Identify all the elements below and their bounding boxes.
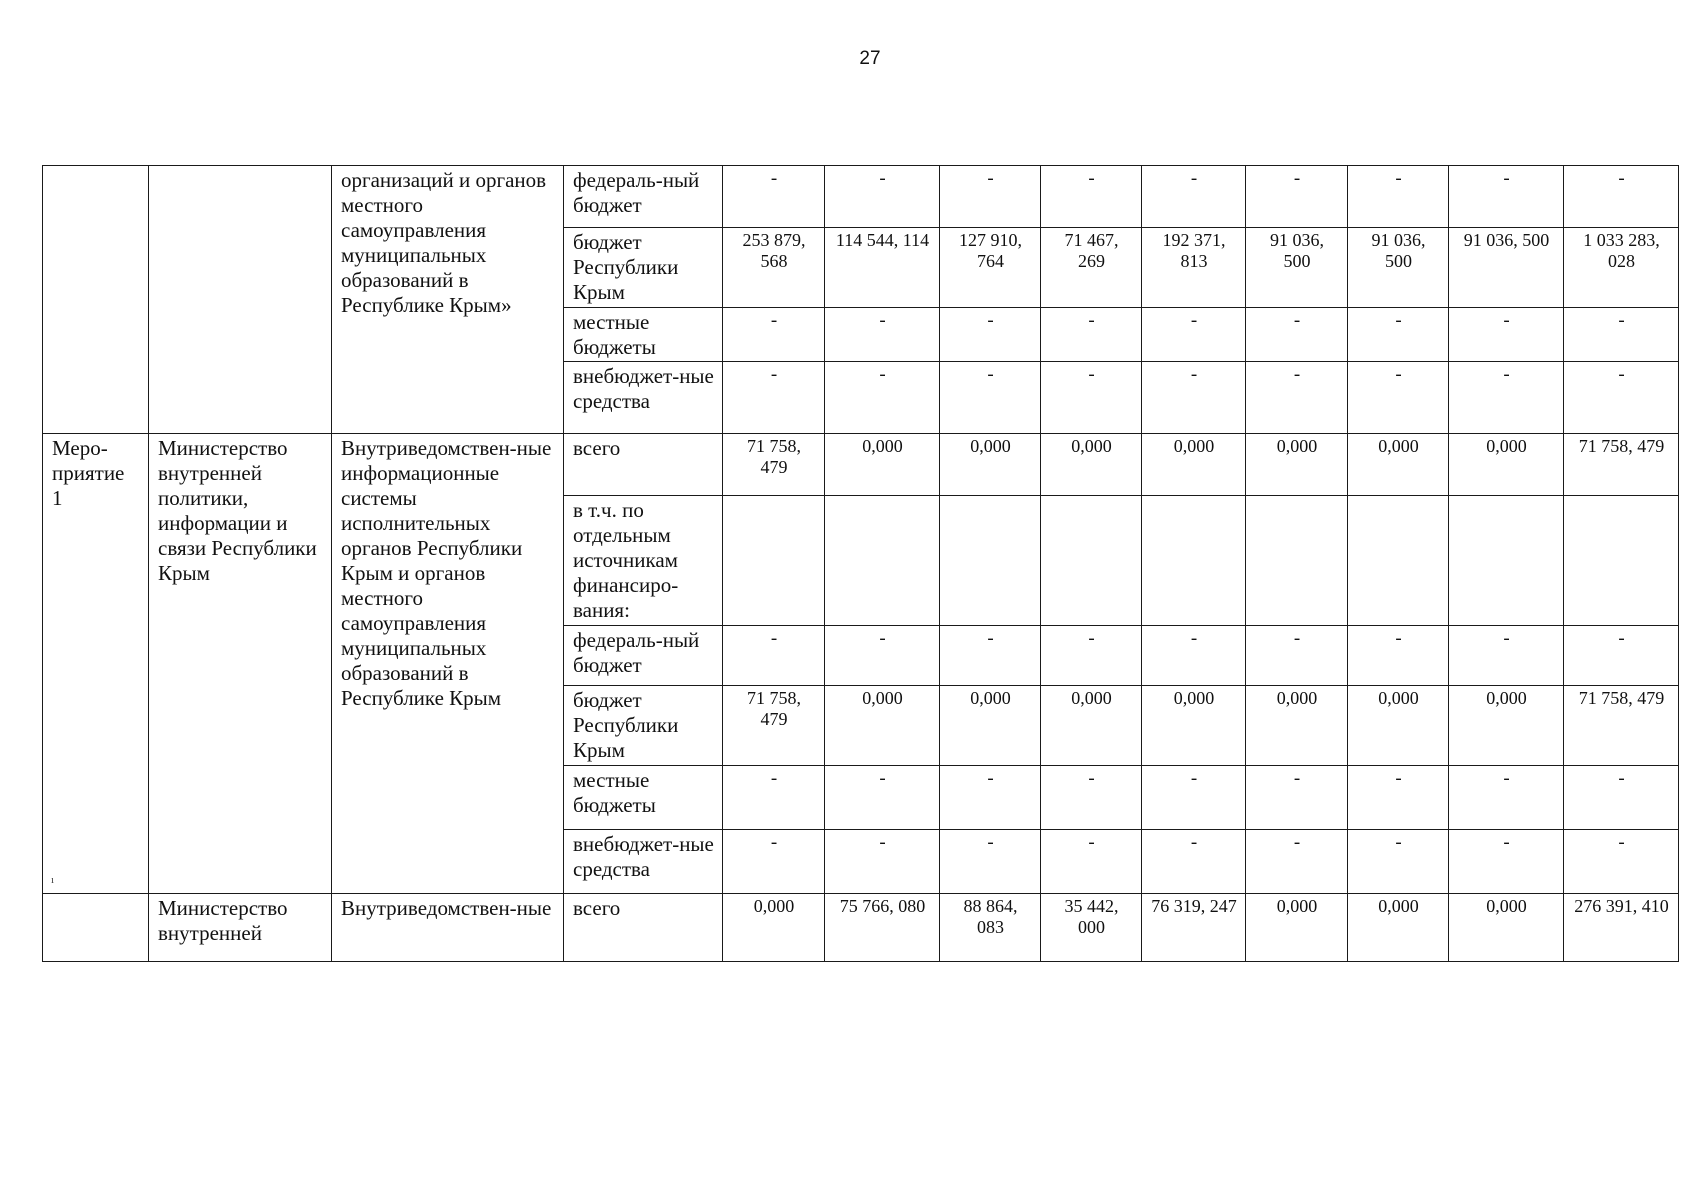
funding-source-cell: внебюджет-ные средства xyxy=(564,362,723,434)
value-cell: 88 864, 083 xyxy=(940,894,1041,962)
value-cell: 0,000 xyxy=(1449,894,1564,962)
value-cell: - xyxy=(825,166,940,228)
value-cell: - xyxy=(825,308,940,362)
value-cell: - xyxy=(940,308,1041,362)
program-name-cell: Внутриведомствен-ные информационные системы исполнительных органов Республики Крым и органов местного самоуправления муниципальных образований в Республике Крым xyxy=(332,434,564,894)
executor-cell xyxy=(149,166,332,434)
table-row xyxy=(43,434,1679,496)
funding-source-cell: местные бюджеты xyxy=(564,766,723,830)
value-cell: - xyxy=(1449,362,1564,434)
measure-cell xyxy=(43,894,149,962)
value-cell: 91 036, 500 xyxy=(1449,228,1564,308)
value-cell: 0,000 xyxy=(1246,894,1348,962)
program-name-cell: организаций и органов местного самоуправления муниципальных образований в Республике Крым» xyxy=(332,166,564,434)
value-cell: 127 910, 764 xyxy=(940,228,1041,308)
stray-mark: ı xyxy=(51,874,55,886)
measure-cell xyxy=(43,166,149,434)
value-cell: - xyxy=(940,362,1041,434)
value-cell: - xyxy=(1449,830,1564,894)
value-cell: - xyxy=(1041,766,1142,830)
value-cell: - xyxy=(825,830,940,894)
value-cell: - xyxy=(1246,362,1348,434)
funding-source-cell: внебюджет-ные средства xyxy=(564,830,723,894)
value-cell: 0,000 xyxy=(1246,434,1348,496)
executor-cell: Министерство внутренней xyxy=(149,894,332,962)
value-cell: 71 758, 479 xyxy=(723,434,825,496)
value-cell: 0,000 xyxy=(1348,686,1449,766)
funding-source-cell: в т.ч. по отдельным источникам финансиро-вания: xyxy=(564,496,723,626)
value-cell: 192 371, 813 xyxy=(1142,228,1246,308)
value-cell: - xyxy=(723,166,825,228)
value-cell: - xyxy=(723,626,825,686)
funding-source-cell: бюджет Республики Крым xyxy=(564,686,723,766)
program-name-cell: Внутриведомствен-ные xyxy=(332,894,564,962)
value-cell: - xyxy=(1246,766,1348,830)
value-cell: 75 766, 080 xyxy=(825,894,940,962)
funding-source-cell: федераль-ный бюджет xyxy=(564,626,723,686)
value-cell: - xyxy=(1142,166,1246,228)
value-cell xyxy=(1142,496,1246,626)
value-cell: 91 036, 500 xyxy=(1246,228,1348,308)
value-cell: 0,000 xyxy=(1041,434,1142,496)
value-cell: 76 319, 247 xyxy=(1142,894,1246,962)
value-cell: 0,000 xyxy=(1142,434,1246,496)
value-cell: 114 544, 114 xyxy=(825,228,940,308)
value-cell: - xyxy=(1348,166,1449,228)
measure-cell: Меро-приятие 1 xyxy=(43,434,149,894)
value-cell xyxy=(723,496,825,626)
funding-source-cell: местные бюджеты xyxy=(564,308,723,362)
value-cell: 276 391, 410 xyxy=(1564,894,1679,962)
table-body xyxy=(43,166,1679,962)
table-row xyxy=(43,166,1679,228)
value-cell: - xyxy=(1246,626,1348,686)
value-cell: 91 036, 500 xyxy=(1348,228,1449,308)
funding-source-cell: бюджет Республики Крым xyxy=(564,228,723,308)
value-cell: 0,000 xyxy=(1246,686,1348,766)
value-cell: - xyxy=(1041,626,1142,686)
value-cell: - xyxy=(1348,626,1449,686)
value-cell: - xyxy=(1348,766,1449,830)
value-cell: - xyxy=(1142,626,1246,686)
value-cell: - xyxy=(723,830,825,894)
value-cell: - xyxy=(1348,308,1449,362)
budget-table xyxy=(42,165,1679,962)
funding-source-cell: всего xyxy=(564,434,723,496)
value-cell: - xyxy=(940,830,1041,894)
value-cell: 0,000 xyxy=(1348,434,1449,496)
value-cell: 0,000 xyxy=(825,686,940,766)
value-cell: - xyxy=(1564,830,1679,894)
value-cell: 0,000 xyxy=(723,894,825,962)
value-cell: 0,000 xyxy=(1449,434,1564,496)
value-cell xyxy=(825,496,940,626)
value-cell: - xyxy=(1142,766,1246,830)
value-cell: - xyxy=(1142,830,1246,894)
value-cell: - xyxy=(1564,766,1679,830)
funding-source-cell: всего xyxy=(564,894,723,962)
value-cell: 71 758, 479 xyxy=(1564,686,1679,766)
funding-source-cell: федераль-ный бюджет xyxy=(564,166,723,228)
value-cell: - xyxy=(940,166,1041,228)
value-cell: - xyxy=(940,626,1041,686)
value-cell xyxy=(1348,496,1449,626)
value-cell: - xyxy=(1449,626,1564,686)
page-number: 27 xyxy=(859,48,881,69)
value-cell: 71 758, 479 xyxy=(723,686,825,766)
value-cell: - xyxy=(1041,166,1142,228)
value-cell: - xyxy=(1246,166,1348,228)
value-cell: - xyxy=(723,308,825,362)
value-cell: 0,000 xyxy=(940,686,1041,766)
value-cell: 0,000 xyxy=(825,434,940,496)
value-cell xyxy=(1564,496,1679,626)
value-cell: - xyxy=(1348,830,1449,894)
value-cell xyxy=(1246,496,1348,626)
value-cell: - xyxy=(1041,830,1142,894)
value-cell xyxy=(940,496,1041,626)
value-cell: 0,000 xyxy=(1449,686,1564,766)
value-cell: - xyxy=(723,362,825,434)
executor-cell: Министерство внутренней политики, информации и связи Республики Крым xyxy=(149,434,332,894)
value-cell: - xyxy=(1564,166,1679,228)
value-cell: - xyxy=(1449,166,1564,228)
value-cell: 1 033 283, 028 xyxy=(1564,228,1679,308)
value-cell: 0,000 xyxy=(1041,686,1142,766)
value-cell: - xyxy=(1449,766,1564,830)
value-cell: 0,000 xyxy=(1348,894,1449,962)
value-cell xyxy=(1041,496,1142,626)
value-cell: - xyxy=(1142,308,1246,362)
value-cell: - xyxy=(723,766,825,830)
value-cell: - xyxy=(1449,308,1564,362)
value-cell: 71 758, 479 xyxy=(1564,434,1679,496)
value-cell: 71 467, 269 xyxy=(1041,228,1142,308)
value-cell: - xyxy=(940,766,1041,830)
value-cell: - xyxy=(1142,362,1246,434)
value-cell: - xyxy=(1246,308,1348,362)
value-cell: - xyxy=(1564,308,1679,362)
value-cell: - xyxy=(1564,362,1679,434)
value-cell: - xyxy=(1564,626,1679,686)
table-row xyxy=(43,894,1679,962)
value-cell: 253 879, 568 xyxy=(723,228,825,308)
value-cell: - xyxy=(825,362,940,434)
value-cell: - xyxy=(1348,362,1449,434)
value-cell: - xyxy=(1041,308,1142,362)
value-cell xyxy=(1449,496,1564,626)
value-cell: - xyxy=(1041,362,1142,434)
value-cell: 0,000 xyxy=(940,434,1041,496)
value-cell: 0,000 xyxy=(1142,686,1246,766)
value-cell: - xyxy=(825,626,940,686)
value-cell: - xyxy=(1246,830,1348,894)
value-cell: - xyxy=(825,766,940,830)
value-cell: 35 442, 000 xyxy=(1041,894,1142,962)
